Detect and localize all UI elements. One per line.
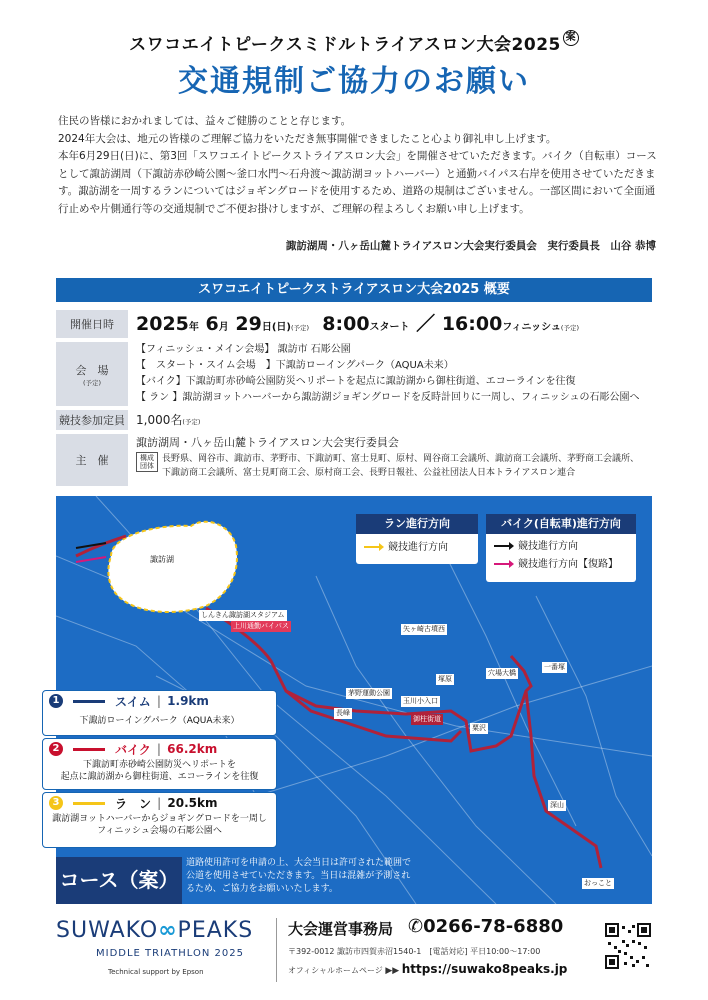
bike-title: 2 バイク | 66.2km xyxy=(43,739,276,759)
venue-label xyxy=(56,342,128,406)
phone-icon: ✆ xyxy=(408,916,424,937)
date-row xyxy=(56,310,652,338)
arrow-icon: ▶▶ xyxy=(385,966,400,976)
venue-value xyxy=(136,342,652,406)
bike-desc: 起点に諏訪湖から御柱街道、エコーラインを往復 xyxy=(60,772,259,782)
bike-direction-legend xyxy=(486,514,636,582)
run-desc: フィニッシュ会場の石彫公園へ xyxy=(97,826,222,836)
homepage-row xyxy=(288,962,567,976)
date-day: 29 xyxy=(235,313,262,335)
place-label: 矢ヶ崎古墳西 xyxy=(403,625,445,633)
address: 〒392-0012 諏訪市四賀赤沼1540-1 [電話対応] 平日10:00～17:00 xyxy=(288,947,541,956)
course-label: コース（案） xyxy=(56,857,182,904)
bike-legend-item xyxy=(486,556,636,574)
start-time: 8:00 xyxy=(322,313,370,335)
date-month: 6 xyxy=(205,313,219,335)
date-label: 開催日時 xyxy=(56,310,128,338)
logo-sub: MIDDLE TRIATHLON 2025 xyxy=(96,948,244,959)
time-note: (予定) xyxy=(560,324,579,332)
intro-paragraph: 2024年大会は、地元の皆様のご理解ご協力をいただき無事開催できましたこと心より御礼申し上げます。 xyxy=(58,132,557,145)
date-year: 2025 xyxy=(136,313,189,335)
date-day-unit: 日 xyxy=(261,322,272,333)
finish-label: フィニッシュ xyxy=(502,322,561,333)
run-legend-item xyxy=(356,534,478,557)
place-label: 長峰 xyxy=(336,709,350,717)
bike-legend-item xyxy=(486,534,636,556)
course-note: 道路使用許可を申請の上、大会当日は許可された範囲で公道を使用させていただきます。当日は混雑が予測されるため、ご協力をお願いいたします。 xyxy=(186,858,412,894)
homepage-label: オフィシャルホームページ xyxy=(288,966,383,975)
place-label: 上川通勤バイパス xyxy=(233,622,289,630)
swim-legend xyxy=(42,690,277,736)
place-label: 茅野運動公園 xyxy=(348,689,390,697)
venue-row xyxy=(56,342,652,406)
venue-line: 【バイク】下諏訪町赤砂崎公園防災ヘリポートを起点に諏訪湖から御柱街道、エコーラインを往復 xyxy=(136,376,576,387)
event-subtitle xyxy=(0,30,708,55)
host-value xyxy=(136,434,652,486)
intro-text xyxy=(58,113,658,218)
date-year-unit: 年 xyxy=(188,322,199,333)
members-tag: 構成団体 xyxy=(136,452,158,472)
swim-title: 1 スイム | 1.9km xyxy=(43,691,276,711)
venue-note: (予定) xyxy=(82,378,102,387)
infinity-icon: ∞ xyxy=(158,918,178,943)
event-name: スワコエイトピークスミドルトライアスロン大会2025 xyxy=(129,35,561,55)
bike-legend xyxy=(42,738,277,790)
finish-time: 16:00 xyxy=(441,313,503,335)
run-distance: 20.5km xyxy=(167,796,218,810)
homepage-link[interactable]: https://suwako8peaks.jp xyxy=(401,962,568,976)
arrow-icon xyxy=(494,545,512,547)
bike-desc: 下諏訪町赤砂崎公園防災ヘリポートを xyxy=(82,760,236,770)
bike-distance: 66.2km xyxy=(167,742,218,756)
page-title: 交通規制ご協力のお願い xyxy=(178,64,530,99)
place-label: 深山 xyxy=(550,801,564,809)
venue-line: 【フィニッシュ・メイン会場】 諏訪市 石彫公園 xyxy=(136,344,351,355)
number-badge: 1 xyxy=(49,694,63,708)
intro-paragraph: 住民の皆様におかれましては、益々ご健勝のことと存じます。 xyxy=(58,115,352,127)
participants-label: 競技参加定員 xyxy=(56,410,128,430)
place-label: 一番塚 xyxy=(544,663,565,671)
draft-mark: 案 xyxy=(563,30,579,46)
host-name: 諏訪湖周・八ヶ岳山麓トライアスロン大会実行委員会 xyxy=(136,436,399,449)
venue-label-text: 会 場 xyxy=(75,363,109,377)
place-label: 粟沢 xyxy=(472,724,486,732)
lake-label: 諏訪湖 xyxy=(150,555,174,564)
qr-code[interactable] xyxy=(604,922,652,970)
number-badge: 2 xyxy=(49,742,63,756)
bike-legend-title: バイク(自転車)進行方向 xyxy=(486,514,636,534)
participants-value xyxy=(136,410,652,430)
host-row xyxy=(56,434,652,486)
place-label: 御柱街道 xyxy=(413,715,441,723)
participants-row xyxy=(56,410,652,430)
place-label: おっこと xyxy=(584,879,612,887)
members-line: 長野県、岡谷市、諏訪市、茅野市、下諏訪町、富士見町、原村、岡谷商工会議所、諏訪商工会議所、茅野商工会議所、 xyxy=(162,454,640,464)
run-title: 3 ラ ン | 20.5km xyxy=(43,793,276,813)
arrow-icon xyxy=(364,546,382,548)
intro-paragraph: 本年6月29日(日)に、第3回「スワコエイトピークストライアスロン大会」を開催させていただきます。バイク（自転車）コースとして諏訪湖周（下諏訪赤砂崎公園～釜口水門～石舟渡～諏訪湖ヨットハーバー）と通勤バイパス右岸を使用させていただきます。諏訪湖を一周するランについてはジョギングロードを使用するため、道路の規制はございません。一部区間において全面通行止めや片側通行等の交通規制でご不便お掛けしますが、ご理解の程よろしくお願い申し上げます。 xyxy=(58,150,657,215)
office-name: 大会運営事務局 xyxy=(288,920,394,938)
swim-line-icon xyxy=(73,700,105,703)
participants-count: 1,000名 xyxy=(136,413,183,427)
date-value xyxy=(136,310,652,338)
swim-desc: 下諏訪ローイングパーク（AQUA未来） xyxy=(79,716,240,726)
number-badge: 3 xyxy=(49,796,63,810)
bike-line-icon xyxy=(73,748,105,751)
place-label: しんきん諏訪湖スタジアム xyxy=(201,611,285,619)
date-note: (予定) xyxy=(290,324,310,332)
place-label: 塚原 xyxy=(438,675,452,683)
place-label: 穴場大橋 xyxy=(488,669,516,677)
swim-name: スイム xyxy=(115,694,151,709)
bike-legend-text: 競技進行方向【復路】 xyxy=(518,559,618,570)
signature: 諏訪湖周・八ヶ岳山麓トライアスロン大会実行委員会 実行委員長 山谷 恭博 xyxy=(285,240,656,252)
participants-note: (予定) xyxy=(182,418,201,426)
qr-code-icon xyxy=(604,922,652,970)
bike-legend-text: 競技進行方向 xyxy=(518,541,578,552)
date-weekday: (日) xyxy=(271,322,291,333)
phone-number xyxy=(408,916,563,937)
overview-heading: スワコエイトピークストライアスロン大会2025 概要 xyxy=(56,278,652,302)
arrow-icon xyxy=(494,563,512,565)
venue-line: 【 スタート・スイム会場 】下諏訪ローイングパーク（AQUA未来） xyxy=(136,360,454,371)
bike-name: バイク xyxy=(115,742,151,757)
run-legend-title: ラン進行方向 xyxy=(356,514,478,534)
run-direction-legend xyxy=(356,514,478,564)
logo-right: PEAKS xyxy=(177,918,254,943)
run-legend-text: 競技進行方向 xyxy=(388,542,448,553)
time-separator: ／ xyxy=(416,313,436,335)
members-line: 下諏訪商工会議所、富士見町商工会、原村商工会、長野日報社、公益社団法人日本トライアスロン連合 xyxy=(162,468,576,478)
run-desc: 諏訪湖ヨットハーバーからジョギングロードを一周し xyxy=(52,814,267,824)
logo-left: SUWAKO xyxy=(56,918,159,943)
venue-line: 【 ラン 】諏訪湖ヨットハーバーから諏訪湖ジョギングロードを反時計回りに一周し、フィニッシュの石彫公園へ xyxy=(136,392,640,403)
support-text: Technical support by Epson xyxy=(108,968,204,976)
date-month-unit: 月 xyxy=(218,322,229,333)
host-label: 主 催 xyxy=(56,434,128,486)
logo xyxy=(56,918,253,943)
run-legend xyxy=(42,792,277,848)
divider xyxy=(276,918,277,982)
phone-text: 0266-78-6880 xyxy=(423,916,564,937)
run-line-icon xyxy=(73,802,105,805)
run-name: ラ ン xyxy=(115,796,152,811)
place-label: 玉川小入口 xyxy=(403,697,438,705)
swim-distance: 1.9km xyxy=(167,694,209,708)
start-label: スタート xyxy=(369,322,410,333)
footer xyxy=(0,910,708,1000)
